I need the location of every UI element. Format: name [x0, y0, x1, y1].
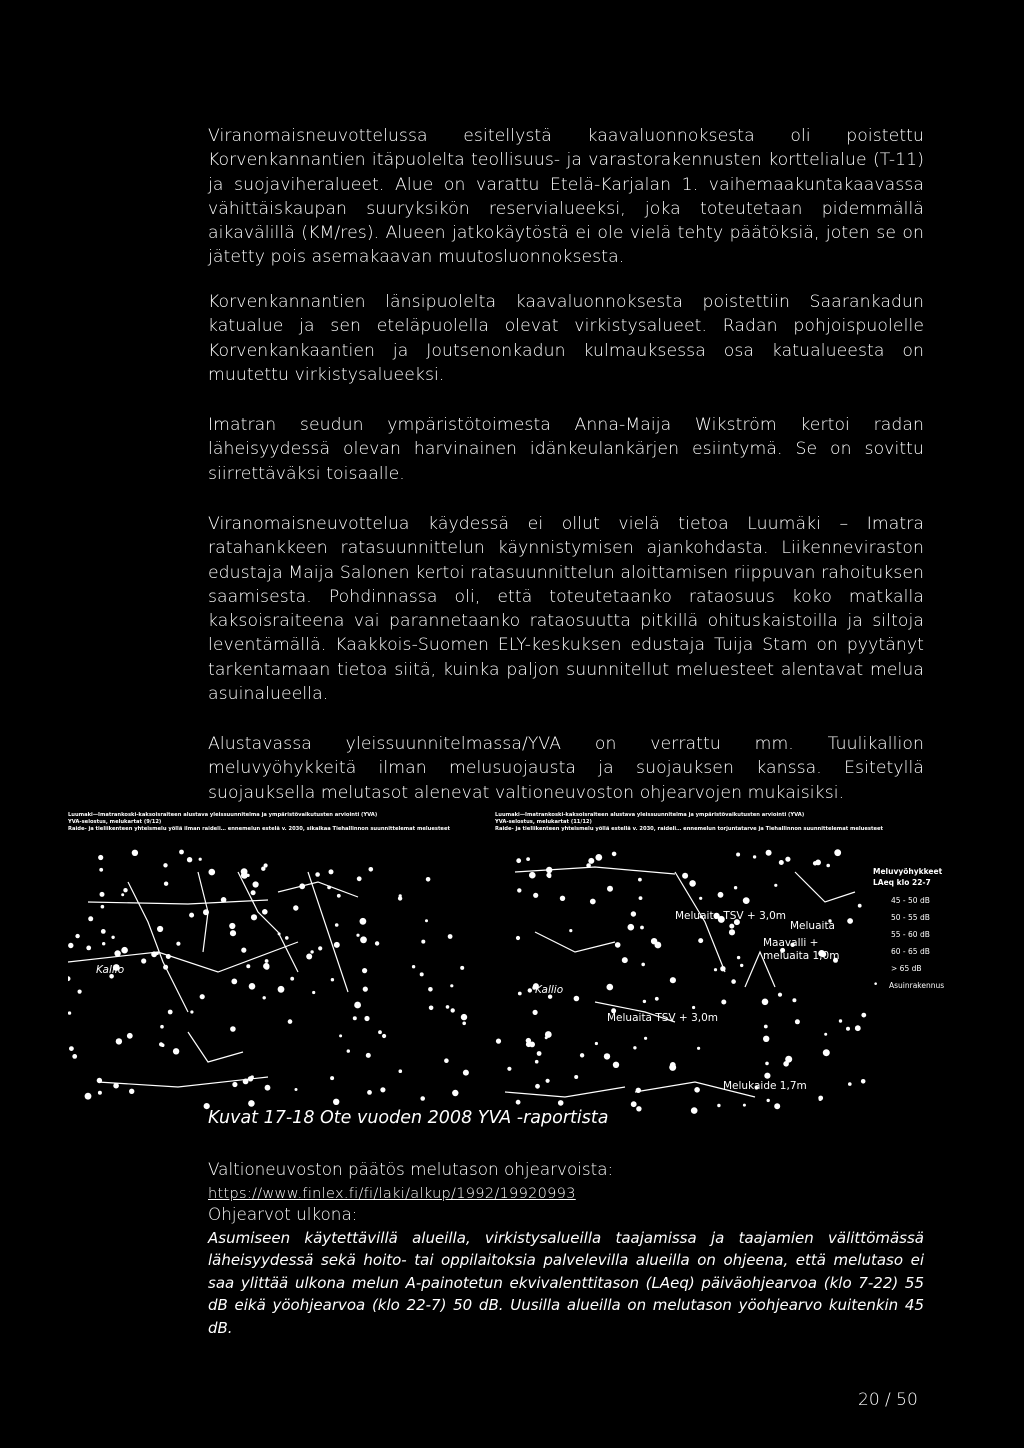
building-dot [253, 881, 259, 887]
building-dot [529, 872, 536, 879]
building-dot [655, 997, 659, 1001]
building-dot [375, 941, 379, 945]
building-dot [595, 1042, 598, 1045]
building-dot [815, 860, 821, 866]
building-dot [173, 1048, 179, 1054]
building-dot [263, 996, 266, 999]
map-right-drawing [495, 812, 875, 1122]
paragraph-4: Viranomaisneuvottelua käydessä ei ollut vielä tietoa Luumäki – Imatra ratahankkeen ratasuunnittelun käynnistymisen ajankohdasta. Liikenneviraston edustaja Maija Salonen kertoi ratasuunnittelun aloittamisen riippuvan rahoituksen saamisesta. Pohdinnassa oli, että toteutetaanko rataosuus koko matkalla kaksoisraiteena vai parannetaanko rataosuutta pitkillä ohituskaistoilla ja siltoja leventämällä. Kaakkois-Suomen ELY-keskuksen edustaja Tuija Stam on pyytänyt tarkentamaan tietoa siitä, kuinka paljon suunnitellut meluesteet alentavat melua asuinalueella. [208, 514, 924, 705]
building-dot [792, 998, 796, 1002]
building-dot [176, 942, 180, 946]
building-dot [262, 909, 268, 915]
building-dot [69, 1046, 74, 1051]
building-dot [98, 855, 103, 860]
building-dot [691, 1107, 698, 1114]
building-dot [717, 1104, 720, 1107]
building-dot [774, 1103, 780, 1109]
building-dot [347, 1049, 350, 1052]
building-dot [318, 946, 322, 950]
paragraph-5: Alustavassa yleissuunnitelmassa/YVA on verrattu mm. Tuulikallion meluvyöhykkeitä ilman melusuojausta ja suojauksen kanssa. Esitetyllä suojauksella melutasot alenevat valtioneuvoston ohjearvojen mukaisiksi. [208, 734, 924, 803]
building-dot [451, 1008, 455, 1012]
legend-swatch [873, 913, 885, 922]
building-dot [753, 855, 756, 858]
figure-caption: Kuvat 17-18 Ote vuoden 2008 YVA -raportista [208, 1108, 609, 1128]
building-dot [101, 905, 105, 909]
building-dot [604, 1053, 610, 1059]
building-dot [643, 1000, 646, 1003]
map-right-heading-3: Raide- ja tieliikenteen yhteismelu yöllä estellä v. 2030, raideli… ennemelun torjuntatarve ja Tiehallinnon suunnittelemat meluesteet [495, 826, 883, 832]
building-dot [367, 1090, 372, 1095]
building-dot [574, 996, 580, 1002]
building-dot [463, 1070, 469, 1076]
building-dot [290, 977, 294, 981]
building-dot [132, 850, 138, 856]
legend-row [873, 892, 944, 909]
building-dot [335, 923, 339, 927]
map-right-label-kallio: Kallio [535, 984, 564, 996]
building-dot [369, 867, 374, 872]
building-dot [861, 1079, 866, 1084]
building-dot [398, 896, 402, 900]
building-dot [729, 929, 735, 935]
map-left-label-kallio: Kallio [96, 964, 125, 976]
building-dot [641, 963, 645, 967]
building-dot [329, 869, 334, 874]
building-dot [448, 934, 453, 939]
building-symbol-icon: • [873, 980, 879, 990]
building-dot [337, 894, 341, 898]
building-dot [669, 1064, 676, 1071]
building-dot [200, 994, 205, 999]
building-dot [114, 950, 120, 956]
building-dot [364, 1016, 369, 1021]
building-dot [72, 1054, 77, 1059]
building-dot [363, 987, 368, 992]
building-dot [230, 930, 236, 936]
legend-row [873, 960, 944, 977]
building-dot [360, 936, 367, 943]
legend-label: 45 - 50 dB [891, 896, 930, 905]
legend-title: Meluvyöhykkeet [873, 867, 943, 876]
building-dot [682, 873, 688, 879]
building-dot [425, 919, 428, 922]
building-dot [612, 852, 617, 857]
building-dot [156, 952, 159, 955]
building-dot [85, 1093, 92, 1100]
reference-subtitle: Ohjearvot ulkona: [208, 1204, 358, 1224]
legend-label: > 65 dB [891, 964, 922, 973]
building-dot [357, 876, 362, 881]
building-dot [199, 858, 202, 861]
label-meluaita-mid: Meluaita TSV + 3,0m [607, 1012, 718, 1024]
building-dot [785, 1056, 792, 1063]
noise-map-with-protection [495, 812, 960, 1122]
building-dot [75, 934, 79, 938]
building-dot [160, 1025, 164, 1029]
building-dot [731, 979, 736, 984]
building-dot [613, 1062, 619, 1068]
label-meluaita-top: Meluaita TSV + 3,0m [675, 910, 786, 922]
label-melukaide: Melukaide 1,7m [723, 1080, 807, 1092]
building-dot [764, 1025, 768, 1029]
building-dot [333, 1099, 339, 1105]
building-dot [823, 1049, 830, 1056]
paragraph-1: Viranomaisneuvottelussa esitellystä kaavaluonnoksesta oli poistettu Korvenkannantien itäpuolelta teollisuus- ja varastorakennusten korttelialue (T-11) ja suojaviheralueet. Alue on varattu Etelä-Karjalan 1. vaihemaakuntakaavassa vähittäiskaupan suuryksikön reservialueeksi, joka toteutetaan pidemmällä aikavälillä (KM/res). Alueen jatkokäytöstä ei ole vielä tehty päätöksiä, joten se on jätetty pois asemakaavan muutosluonnoksesta. [208, 126, 924, 268]
building-dot [743, 897, 750, 904]
building-dot [230, 1026, 236, 1032]
building-dot [380, 1087, 385, 1092]
label-maavalli: Maavalli + [763, 937, 819, 949]
building-dot [737, 956, 740, 959]
building-dot [68, 976, 71, 981]
map-left-drawing [68, 812, 478, 1122]
building-dot [528, 988, 532, 992]
building-dot [819, 1098, 822, 1101]
building-dot [736, 853, 740, 857]
building-dot [631, 1101, 637, 1107]
building-dot [460, 966, 464, 970]
building-dot [644, 1037, 647, 1040]
building-dot [295, 1088, 298, 1091]
building-dot [622, 957, 628, 963]
building-dot [327, 886, 331, 890]
building-dot [264, 965, 269, 970]
building-dot [517, 888, 521, 892]
building-dot [699, 897, 702, 900]
building-dot [516, 1100, 521, 1105]
building-dot [113, 1083, 119, 1089]
building-dot [231, 979, 237, 985]
building-dot [763, 1036, 769, 1042]
building-dot [496, 1039, 501, 1044]
building-dot [241, 868, 248, 875]
building-dot [251, 1075, 254, 1078]
building-dot [246, 964, 250, 968]
building-dot [848, 1082, 852, 1086]
building-dot [462, 1022, 466, 1026]
building-dot [638, 878, 642, 882]
building-dot [633, 1046, 636, 1049]
building-dot [428, 987, 433, 992]
building-dot [847, 918, 853, 924]
building-dot [743, 1104, 746, 1107]
building-dot [312, 991, 315, 994]
building-dot [537, 1051, 542, 1056]
building-dot [353, 1016, 357, 1020]
building-dot [426, 877, 431, 882]
legend-swatch [873, 947, 885, 956]
building-dot [846, 1027, 850, 1031]
building-dot [229, 923, 235, 929]
building-dot [248, 1100, 255, 1107]
building-dot [159, 1042, 163, 1046]
building-dot [331, 978, 334, 981]
building-dot [382, 1034, 386, 1038]
building-dot [826, 864, 830, 868]
building-dot [378, 1030, 382, 1034]
building-dot [166, 954, 171, 959]
building-dot [574, 1075, 578, 1079]
building-dot [535, 1060, 539, 1064]
building-dot [767, 1099, 770, 1102]
building-dot [421, 940, 425, 944]
building-dot [729, 924, 734, 929]
building-dot [141, 958, 146, 963]
building-dot [670, 977, 676, 983]
building-dot [111, 936, 114, 939]
building-dot [507, 1067, 511, 1071]
building-dot [293, 905, 298, 910]
building-dot [399, 1069, 403, 1073]
legend-row [873, 909, 944, 926]
building-dot [339, 1034, 342, 1037]
building-dot [546, 1079, 550, 1083]
building-dot [121, 893, 124, 896]
building-dot [168, 1010, 173, 1015]
building-dot [121, 947, 128, 954]
building-dot [615, 942, 621, 948]
building-dot [779, 860, 784, 865]
building-dot [249, 983, 256, 990]
building-dot [241, 948, 246, 953]
building-dot [516, 936, 520, 940]
legend-swatch [873, 896, 885, 905]
map-left-heading-3: Raide- ja tieliikenteen yhteismelu yöllä ilman raideli… ennemelun estelä v. 2030, sikaikaa Tiehallinnon suunnittelemat meluesteet [68, 826, 450, 832]
building-dot [607, 886, 613, 892]
legend-swatch [873, 964, 885, 973]
building-dot [157, 926, 163, 932]
building-dot [330, 1076, 334, 1080]
building-dot [101, 929, 106, 934]
building-dot [692, 1006, 695, 1009]
map-left-heading-1: Luumaki—Imatrankoski-kaksoisraiteen alustava yleissuunnitelma ja ympäristövaikutusten arviointi (YVA) [68, 812, 378, 818]
building-dot [420, 1096, 425, 1101]
legend-subtitle: LAeq klo 22-7 [873, 878, 931, 887]
building-dot [839, 1019, 842, 1022]
building-dot [452, 1090, 458, 1096]
label-meluaita-right: Meluaita [790, 920, 835, 932]
building-dot [354, 1002, 361, 1009]
building-dot [548, 874, 552, 878]
building-dot [88, 916, 93, 921]
building-dot [714, 968, 717, 971]
building-dot [221, 897, 227, 903]
building-dot [526, 1038, 531, 1043]
legend-row [873, 926, 944, 943]
page-number: 20 / 50 [858, 1390, 918, 1410]
building-dot [251, 890, 256, 895]
building-dot [545, 1036, 548, 1039]
building-dot [163, 863, 167, 867]
building-dot [533, 1010, 538, 1015]
building-dot [861, 1013, 866, 1018]
building-dot [824, 1033, 827, 1036]
building-dot [163, 965, 168, 970]
building-dot [795, 1019, 800, 1024]
building-dot [764, 1073, 770, 1079]
building-dot [533, 893, 538, 898]
building-dot [766, 850, 772, 856]
building-dot [299, 883, 305, 889]
building-dot [636, 1088, 641, 1093]
building-dot [362, 968, 367, 973]
map-right-heading-1: Luumaki—Imatrankoski-kaksoisraiteen alustava yleissuunnitelma ja ympäristövaikutusten arviointi (YVA) [495, 812, 805, 818]
building-dot [243, 1079, 249, 1085]
building-dot [68, 1011, 71, 1014]
building-dot [209, 869, 216, 876]
building-dot [251, 914, 257, 920]
building-dot [774, 884, 777, 887]
legend-swatch [873, 930, 885, 939]
building-dot [858, 904, 862, 908]
building-dot [461, 1014, 467, 1020]
building-dot [694, 1087, 700, 1093]
building-dot [516, 858, 521, 863]
building-dot [164, 882, 168, 886]
building-dot [855, 1025, 861, 1031]
building-dot [721, 1000, 726, 1005]
building-dot [636, 1106, 641, 1111]
building-dot [310, 950, 313, 953]
building-dot [123, 888, 127, 892]
building-dot [740, 964, 743, 967]
building-dot [356, 934, 359, 937]
building-dot [179, 850, 184, 855]
legend-label: Asuinrakennus [889, 981, 945, 990]
building-dot [595, 854, 602, 861]
legend-label: 55 - 60 dB [891, 930, 930, 939]
building-dot [99, 868, 103, 872]
building-dot [546, 867, 552, 873]
legend-row [873, 977, 944, 994]
building-dot [98, 1091, 102, 1095]
building-dot [265, 1085, 271, 1091]
building-dot [288, 1019, 293, 1024]
building-dot [68, 943, 73, 948]
map-right-heading-2: YVA-selostus, melukartat (11/12) [495, 819, 592, 825]
paragraph-2: Korvenkannantien länsipuolelta kaavaluonnoksesta poistettiin Saarankadun katualue ja sen eteläpuolella olevat virkistysalueet. Radan pohjoispuolelle Korvenkankaantien ja Joutsenonkadun kulmauksessa osa katualueesta on muutettu virkistysalueeksi. [208, 292, 924, 385]
building-dot [734, 886, 737, 889]
reference-body: Asumiseen käytettävillä alueilla, virkistysalueilla taajamissa ja taajamien välittömässä läheisyydessä sekä hoito- tai oppilaitoksia palvelevilla alueilla on ohjeena, että melutaso ei saa ylittää ulkona melun A-painotetun ekvivalenttitason (LAeq) päiväohjearvoa (klo 7-22) 55 dB eikä yöohjearvoa (klo 22-7) 50 dB. Uusilla alueilla on melutason yöohjearvo kuitenkin 45 dB. [208, 1229, 924, 1337]
building-dot [580, 1053, 584, 1057]
building-dot [586, 863, 591, 868]
building-dot [631, 911, 636, 916]
building-dot [420, 972, 424, 976]
building-dot [628, 924, 635, 931]
building-dot [718, 892, 724, 898]
building-dot [651, 938, 657, 944]
building-dot [639, 896, 643, 900]
building-dot [190, 1010, 193, 1013]
building-dot [187, 857, 192, 862]
building-dot [450, 984, 453, 987]
building-dot [558, 1100, 564, 1106]
building-dot [232, 1082, 237, 1087]
legend-row [873, 943, 944, 960]
building-dot [100, 892, 105, 897]
map-left-heading-2: YVA-selostus, melukartat (9/12) [68, 819, 162, 825]
building-dot [102, 942, 105, 945]
building-dot [720, 966, 725, 971]
building-dot [778, 993, 782, 997]
building-dot [412, 965, 415, 968]
building-dot [129, 1089, 134, 1094]
building-dot [265, 959, 269, 963]
building-dot [765, 1062, 769, 1066]
building-dot [698, 938, 703, 943]
label-meluaita-1m: meluaita 1,0m [763, 950, 840, 962]
building-dot [285, 936, 289, 940]
building-dot [535, 1084, 540, 1089]
legend-label: 60 - 65 dB [891, 947, 930, 956]
building-dot [588, 858, 594, 864]
building-dot [834, 849, 841, 856]
building-dot [366, 1053, 371, 1058]
building-dot [689, 880, 696, 887]
building-dot [607, 984, 614, 991]
noise-map-without-protection [68, 812, 478, 1122]
noise-zone-legend [873, 866, 944, 994]
building-dot [78, 990, 82, 994]
building-dot [444, 1058, 449, 1063]
building-dot [640, 926, 644, 930]
building-dot [697, 1047, 700, 1050]
building-dot [560, 896, 565, 901]
building-dot [278, 986, 285, 993]
building-dot [360, 918, 367, 925]
legend-label: 50 - 55 dB [891, 913, 930, 922]
building-dot [278, 932, 281, 935]
reference-title: Valtioneuvoston päätös melutason ohjearvoista: [208, 1159, 614, 1179]
building-dot [429, 1006, 434, 1011]
building-dot [203, 909, 209, 915]
building-dot [86, 946, 91, 951]
building-dot [261, 867, 265, 871]
paragraph-3: Imatran seudun ympäristötoimesta Anna-Maija Wikström kertoi radan läheisyydessä olevan harvinainen idänkeulankärjen esiintymä. Se on sovittu siirrettäväksi toisaalle. [208, 415, 924, 484]
building-dot [762, 999, 769, 1006]
building-dot [315, 872, 320, 877]
building-dot [526, 857, 530, 861]
building-dot [306, 954, 312, 960]
building-dot [189, 913, 194, 918]
building-dot [97, 1078, 102, 1083]
building-dot [518, 992, 522, 996]
building-dot [334, 942, 340, 948]
reference-link[interactable]: https://www.finlex.fi/fi/laki/alkup/1992/19920993 [208, 1186, 576, 1202]
building-dot [785, 857, 790, 862]
building-dot [127, 1033, 133, 1039]
building-dot [446, 1005, 450, 1009]
building-dot [116, 1038, 122, 1044]
building-dot [569, 929, 572, 932]
building-dot [590, 899, 596, 905]
